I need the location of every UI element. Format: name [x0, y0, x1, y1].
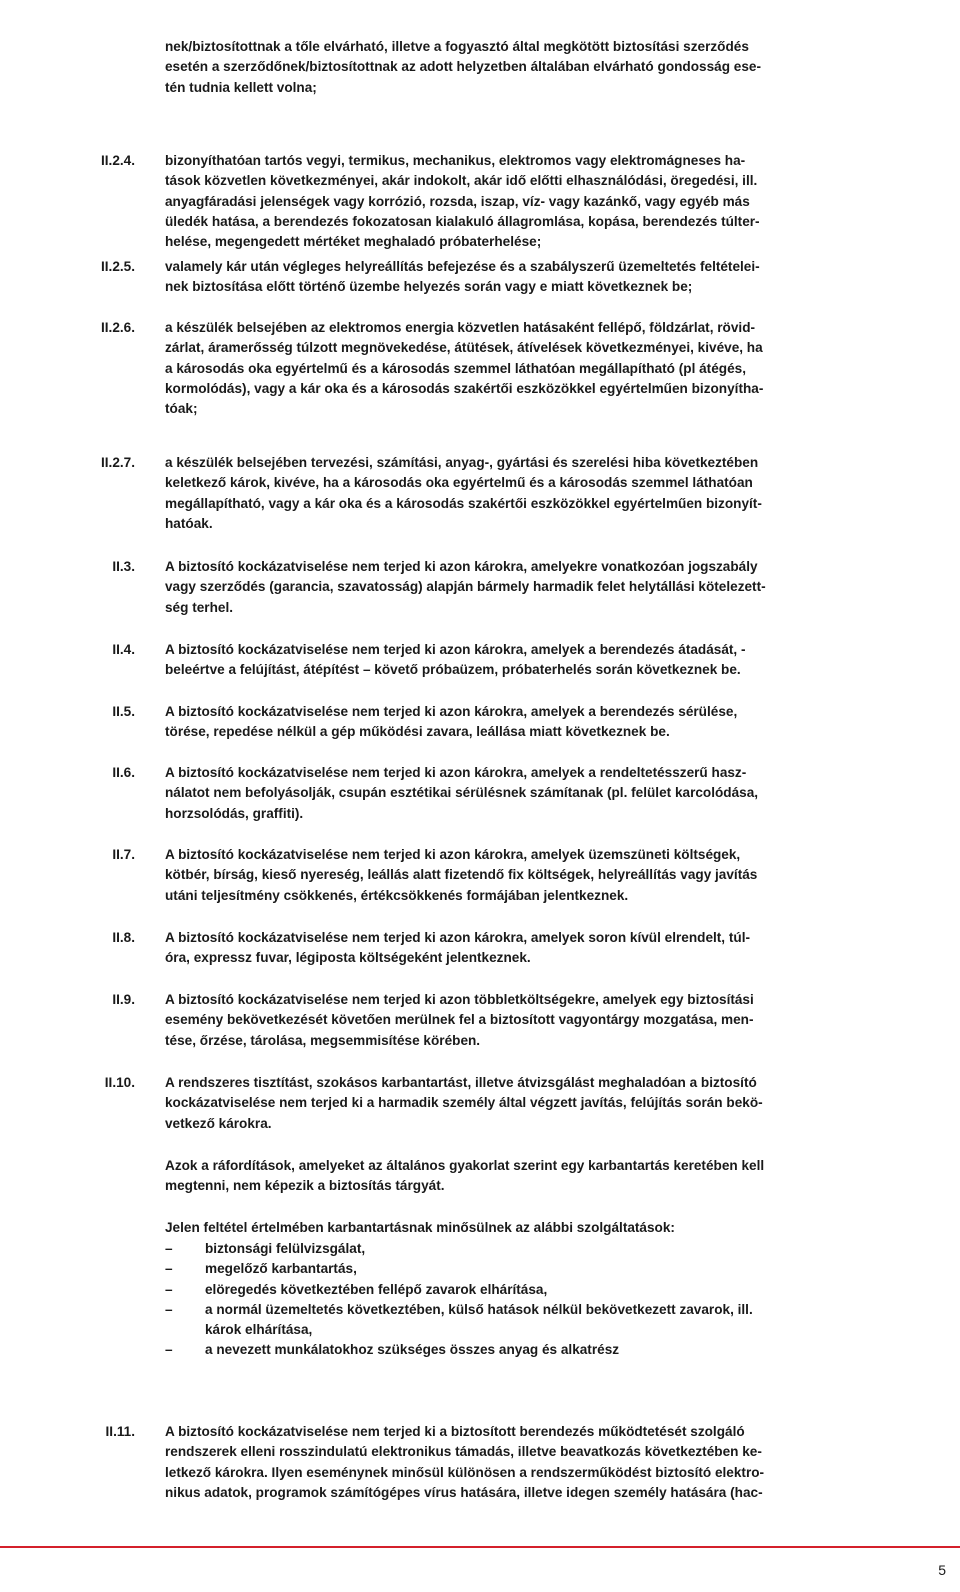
- section-text: A biztosító kockázatviselése nem terjed ki azon károkra, amelyek soron kívül elrendelt, túl- óra, expressz fuvar, légiposta költségeként jelentkeznek.: [165, 930, 750, 966]
- dash-bullet: –: [165, 1342, 173, 1358]
- section-number: II.2.7.: [100, 455, 135, 470]
- section-text: A biztosító kockázatviselése nem terjed ki a biztosított berendezés működtetését szolgáló rendszerek elleni rosszindulatú elektronikus támadás, illetve beavatkozás következtében ke- letkező károkra. Ilyen eseménynek minősül különösen a rendszerműködést biztosító elektro- nikus adatok, programok számítógépes vírus hatására, illetve idegen személy hatására (hac-: [165, 1424, 765, 1500]
- section-text: Azok a ráfordítások, amelyeket az általános gyakorlat szerint egy karbantartás keretében kell megtenni, nem képezik a biztosítás tárgyát.: [165, 1158, 765, 1194]
- section-text: A biztosító kockázatviselése nem terjed ki azon károkra, amelyek üzemszüneti költségek, kötbér, bírság, kieső nyereség, leállás alatt fizetendő fix költségek, helyreállítás vagy javítás utáni teljesítmény csökkenés, értékcsökkenés formájában jelentkeznek.: [165, 847, 758, 903]
- section-text: Jelen feltétel értelmében karbantartásnak minősülnek az alábbi szolgáltatások:: [165, 1220, 675, 1235]
- maintenance-list: [165, 1239, 948, 1361]
- footer-divider: [0, 1546, 960, 1548]
- section-text: A biztosító kockázatviselése nem terjed ki azon többletköltségekre, amelyek egy biztosítási esemény bekövetkezését követően merülnek fel a biztosított vagyontárgy mozgatása, men- tése, őrzése, tárolása, megsemmisítése körében.: [165, 992, 754, 1048]
- section-number: II.11.: [105, 1424, 135, 1439]
- section-text: a készülék belsejében tervezési, számítási, anyag-, gyártási és szerelési hiba következtében keletkező károk, kivéve, ha a károsodás oka egyértelmű és a károsodás szemmel láthatóan megállapítható, vagy a kár oka és a károsodás szakértői eszközökkel egyértelműen bizonyít- hatóak.: [165, 455, 762, 531]
- section-text: a készülék belsejében az elektromos energia közvetlen hatásaként fellépő, földzárlat, rövid- zárlat, áramerősség túlzott megnövekedése, átütések, átívelések következményei, kivéve, ha a károsodás oka egyértelmű és a károsodás szemmel láthatóan megállapítható (pl átégés, kormolódás), vagy a kár oka és a károsodás szakértői eszközökkel egyértelműen bizonyítha- tóak;: [165, 320, 764, 417]
- section-number: II.2.6.: [100, 320, 135, 335]
- section-number: II.5.: [112, 704, 135, 719]
- dash-bullet: –: [165, 1241, 173, 1256]
- section-text: bizonyíthatóan tartós vegyi, termikus, mechanikus, elektromos vagy elektromágneses ha- tások közvetlen következményei, akár indokolt, akár idő előtti elhasználódási, öregedési, ill. anyagfáradási jelenségek vagy korrózió, rozsda, iszap, víz- vagy kazánkő, vagy egyéb más üledék hatása, a berendezés fokozatosan kialakuló állagromlása, kopása, berendezés túlter- helése, megengedett mértéket meghaladó próbaterhelése;: [165, 153, 760, 250]
- section-number: II.3.: [112, 559, 135, 574]
- section-number: II.8.: [112, 930, 135, 945]
- list-item: – elöregedés következtében fellépő zavarok elhárítása,: [165, 1280, 948, 1300]
- page-number: 5: [938, 1562, 946, 1578]
- section-number: II.4.: [112, 642, 135, 657]
- section-text: A biztosító kockázatviselése nem terjed ki azon károkra, amelyek a rendeltetésszerű hasz- nálatot nem befolyásolják, csupán esztétikai sérülésnek számítanak (pl. felület karcolódása, horzsolódás, graffiti).: [165, 765, 759, 821]
- section-text: A biztosító kockázatviselése nem terjed ki azon károkra, amelyek a berendezés átadását, - beleértve a felújítást, átépítést – követő próbaüzem, próbaterhelés során következnek be.: [165, 642, 746, 678]
- list-item: – a normál üzemeltetés következtében, külső hatások nélkül bekövetkezett zavarok, ill. károk elhárítása,: [165, 1301, 753, 1338]
- section-text: A biztosító kockázatviselése nem terjed ki azon károkra, amelyek a berendezés sérülése, törése, repedése nélkül a gép működési zavara, leállása miatt következnek be.: [165, 704, 738, 740]
- paragraph-text: nek/biztosítottnak a tőle elvárható, illetve a fogyasztó által megkötött biztosítási szerződés esetén a szerződőnek/biztosítottnak az adott helyzetben általában elvárható gondosság ese- tén tudnia kellett volna;: [165, 39, 762, 95]
- section-number: II.10.: [104, 1075, 135, 1090]
- section-number: II.6.: [112, 765, 135, 780]
- section-text: A biztosító kockázatviselése nem terjed ki azon károkra, amelyekre vonatkozóan jogszabály vagy szerződés (garancia, szavatosság) alapján bármely harmadik felet helytállási kötelezett- ség terhel.: [165, 559, 766, 615]
- section-number: II.2.5.: [100, 259, 135, 274]
- section-number: II.9.: [112, 992, 135, 1007]
- list-item: – megelőző karbantartás,: [165, 1259, 948, 1279]
- section-text: valamely kár után végleges helyreállítás befejezése és a szabályszerű üzemeltetés feltételei- nek biztosítása előtt történő üzembe helyezés során vagy e miatt következnek be;: [165, 259, 760, 295]
- section-text: A rendszeres tisztítást, szokásos karbantartást, illetve átvizsgálást meghaladóan a biztosító kockázatviselése nem terjed ki a harmadik személy által végzett javítás, felújítás során bekö- vetkező károkra.: [165, 1075, 763, 1131]
- dash-bullet: –: [165, 1301, 173, 1317]
- list-item: – biztonsági felülvizsgálat,: [165, 1239, 948, 1259]
- section-number: II.2.4.: [100, 153, 135, 168]
- section-number: II.7.: [112, 847, 135, 862]
- list-item: – a nevezett munkálatokhoz szükséges összes anyag és alkatrész: [165, 1340, 948, 1360]
- dash-bullet: –: [165, 1281, 173, 1297]
- dash-bullet: –: [165, 1261, 173, 1277]
